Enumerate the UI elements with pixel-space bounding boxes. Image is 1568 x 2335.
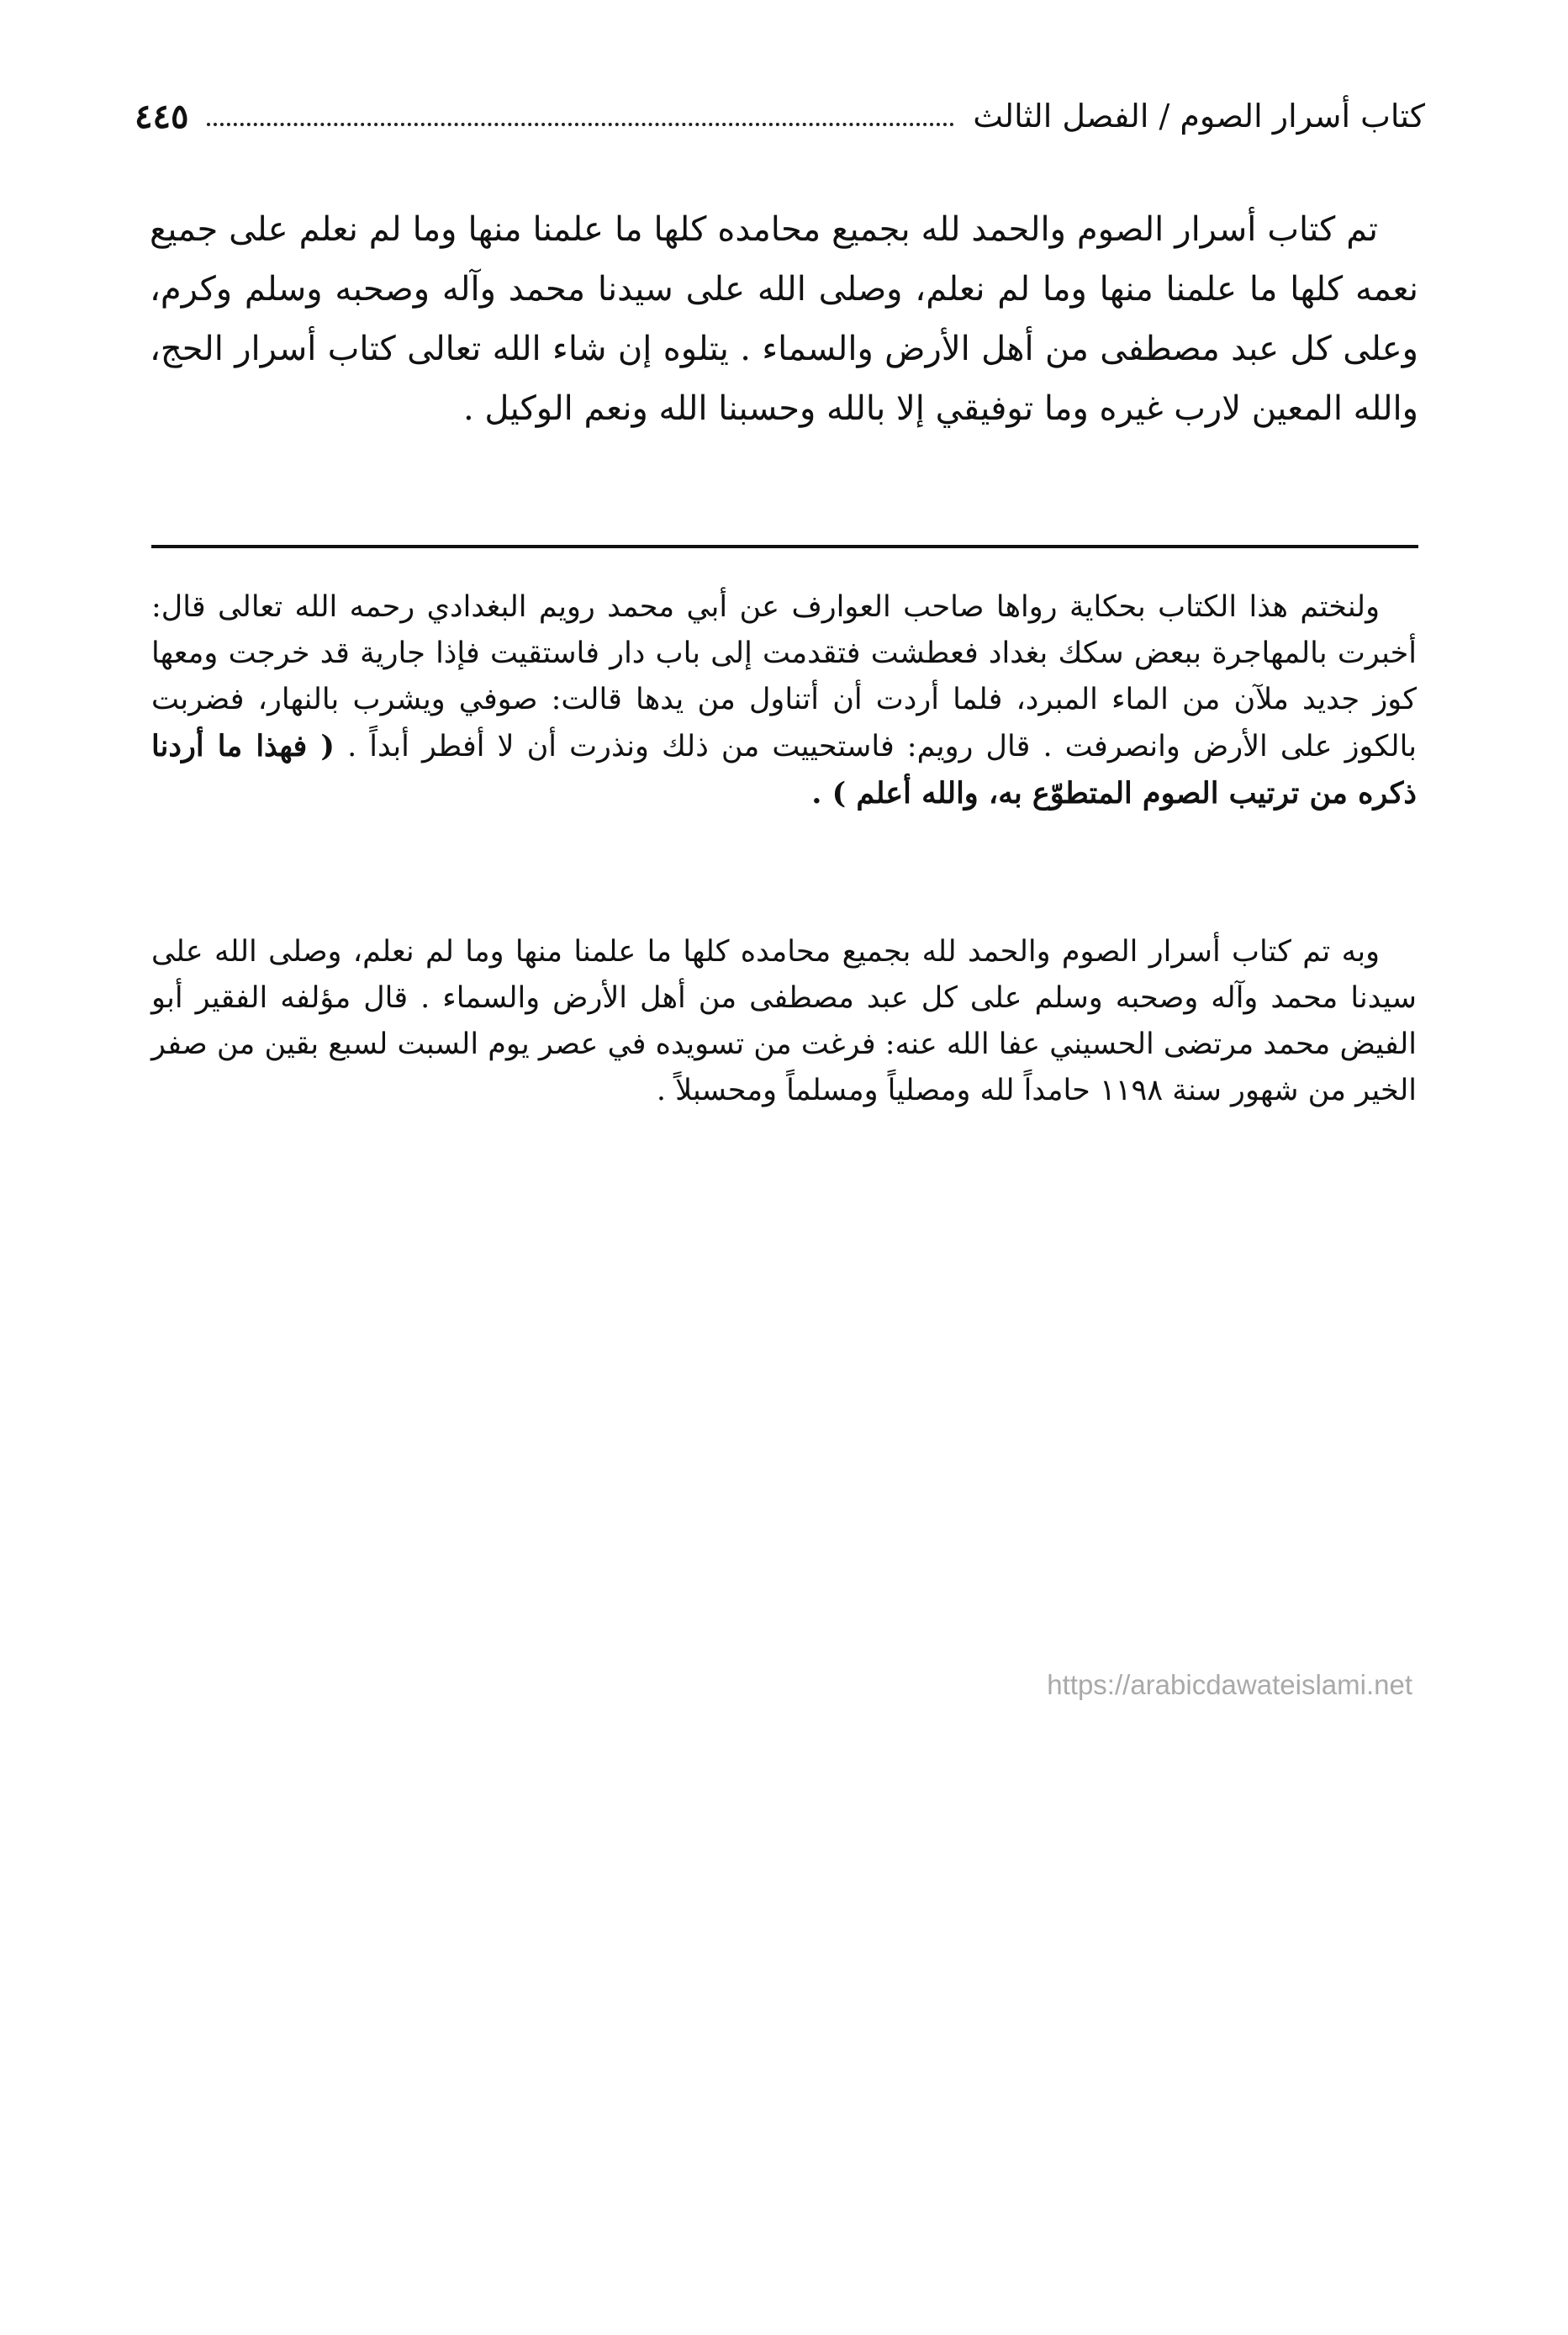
main-paragraph: تم كتاب أسرار الصوم والحمد لله بجميع محامده كلها ما علمنا منها وما لم نعلم على جميع نعمه كلها ما علمنا منها وما لم نعلم، وصلى الله على سيدنا محمد وآله وصحبه وسلم وكرم، وعلى كل عبد مصطفى من أهل الأرض والسماء . يتلوه إن شاء الله تعالى كتاب أسرار الحج، والله المعين لارب غيره وما توفيقي إلا بالله وحسبنا الله ونعم الوكيل .: [150, 210, 1418, 428]
footnote-1-bold-quote: ( فهذا ما أردنا ذكره من ترتيب الصوم المتطوّع به، والله أعلم ) .: [151, 729, 1417, 811]
page-number: ٤٤٥: [135, 96, 189, 136]
footnote-1: [151, 584, 1417, 817]
footnote-separator: [151, 545, 1418, 548]
dotted-leader: [207, 123, 954, 126]
watermark-url: https://arabicdawateislami.net: [1047, 1669, 1412, 1700]
footnote-1-text: ولنختم هذا الكتاب بحكاية رواها صاحب العوارف عن أبي محمد رويم البغدادي رحمه الله تعالى قال: أخبرت بالمهاجرة ببعض سكك بغداد فعطشت فتقدمت إلى باب دار فاستقيت فإذا جارية قد خرجت ومعها كوز جديد ملآن من الماء المبرد، فلما أردت أن أتناول من يدها قالت: صوفي ويشرب بالنهار، فضربت بالكوز على الأرض وانصرفت . قال رويم: فاستحييت من ذلك ونذرت أن لا أفطر أبداً .: [151, 590, 1417, 763]
running-head: كتاب أسرار الصوم / الفصل الثالث: [973, 98, 1425, 135]
footnote-2: وبه تم كتاب أسرار الصوم والحمد لله بجميع محامده كلها ما علمنا منها وما لم نعلم، وصلى الله على سيدنا محمد وآله وصحبه وسلم على كل عبد مصطفى من أهل الأرض والسماء . قال مؤلفه الفقير أبو الفيض محمد مرتضى الحسيني عفا الله عنه: فرغت من تسويده في عصر يوم السبت لسبع بقين من صفر الخير من شهور سنة ١١٩٨ حامداً لله ومصلياً ومسلماً ومحسبلاً .: [151, 935, 1417, 1107]
page-header: [135, 91, 1425, 141]
